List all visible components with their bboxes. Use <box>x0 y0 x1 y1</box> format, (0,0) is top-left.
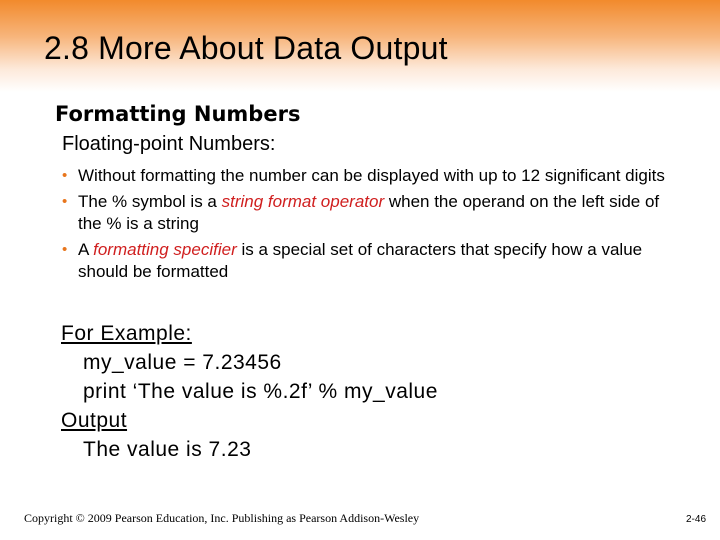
output-label: Output <box>61 409 128 432</box>
code-line: print ‘The value is %.2f’ % my_value <box>83 380 438 403</box>
bullet-dot-icon: • <box>62 241 68 258</box>
footer-copyright: Copyright © 2009 Pearson Education, Inc. Publishing as Pearson Addison-Wesley <box>24 511 420 525</box>
example-label: For Example: <box>61 322 192 345</box>
emphasized-term: formatting specifier <box>93 240 242 259</box>
example-block <box>61 319 438 464</box>
code-line: my_value = 7.23456 <box>83 351 282 374</box>
page-number: 2-46 <box>685 514 706 525</box>
section-heading: Formatting Numbers <box>55 102 301 126</box>
bullet-text: Without formatting the number can be displayed with up to 12 significant digits <box>78 166 665 185</box>
emphasized-term: string format operator <box>221 192 385 211</box>
bullet-text: is a special set of characters that specify how a value should be formatted <box>78 240 643 281</box>
bullet-text: The % symbol is a <box>78 192 222 211</box>
bullet-dot-icon: • <box>62 167 68 184</box>
bullet-item <box>62 239 682 283</box>
bullet-dot-icon: • <box>62 193 68 210</box>
output-value: The value is 7.23 <box>83 438 252 461</box>
bullet-item <box>62 191 682 235</box>
bullet-text: A <box>78 240 94 259</box>
bullet-item <box>62 165 682 187</box>
subheading: Floating-point Numbers: <box>62 133 276 155</box>
slide-title: 2.8 More About Data Output <box>44 30 448 66</box>
bullet-text: when the operand on the left side of the % is a string <box>78 192 660 233</box>
bullet-list <box>62 165 682 287</box>
